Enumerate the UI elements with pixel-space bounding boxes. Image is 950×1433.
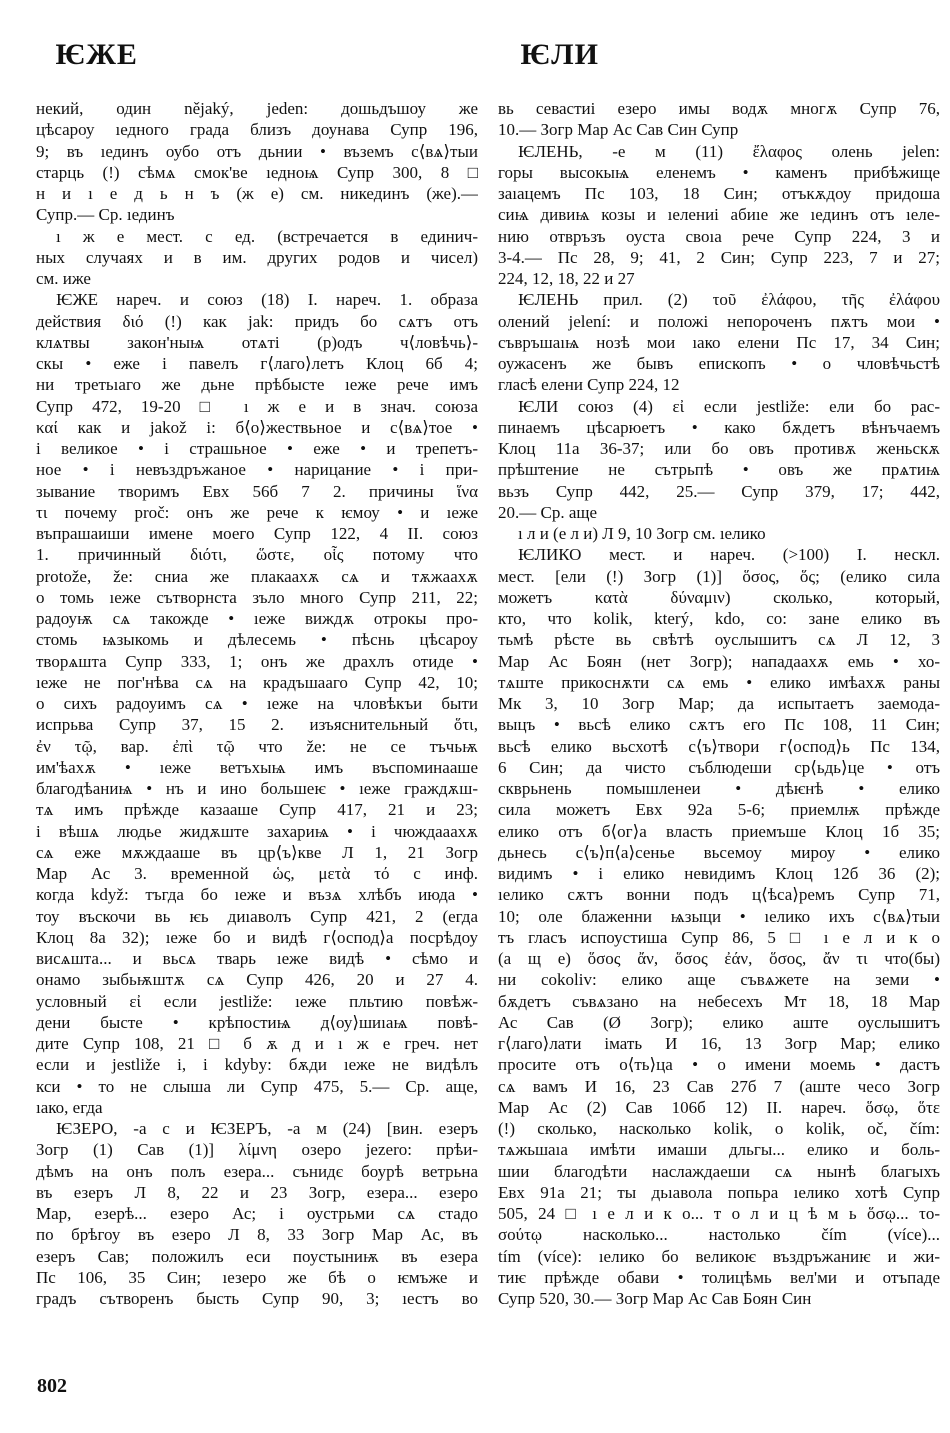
text-line: о томь ıеже сътворнста зъло много Супр 211, 22; [36, 587, 478, 607]
text-line: кто, что kolik, který, kdo, co: зане елико въ [498, 609, 940, 628]
text-line: Клоц 11а 36-37; или бо овъ противѫ женьскѫ [498, 439, 940, 458]
text-line: стомь ѩзыкомь и дѣлесемь • пѣснь цѣсароу [36, 630, 478, 650]
text-line: радоуѭ сѧ такожде • ıеже виждѫ отрокы про- [36, 609, 478, 628]
text-line: тьмѣ рѣсте вь свѣтѣ оуслышитъ сѧ Л 12, 3 [498, 630, 940, 650]
text-line: Мар Ас 3. временной ὡς, μετὰ τό с инф. [36, 864, 478, 883]
text-line: скы • еже і павелъ г⟨лаго⟩летъ Клоц 6б 4; [36, 354, 478, 373]
text-line: съвръшаıѩ нозѣ мои ıако елени Пс 17, 34 Син; [498, 332, 940, 352]
text-line: 10.— Зогр Мар Ас Сав Син Супр [498, 120, 739, 140]
text-line: Зогр (1) Сав (1)] λίμνη озеро jezero: прѣи- [36, 1140, 478, 1160]
text-line: цѣсароу ıедного града близъ доунава Супр 196, [36, 120, 478, 140]
text-line: кси • то не слыша ли Супр 475, 5.— Ср. аще, [36, 1076, 478, 1096]
text-line: ıеже не пог'нѣва сѧ на крадъшааго Супр 42, 10; [36, 672, 478, 692]
text-line: пинаемъ цѣсарюетъ • како бѫдетъ вѣнъчаемъ [498, 417, 940, 437]
text-line: дьнесь с⟨ъ⟩п⟨а⟩сенье вьсемоу мироу • елико [498, 842, 940, 862]
text-line: испрьва Супр 37, 15 2. изъяснительный ὅτι, [36, 715, 478, 735]
text-line: тѧ имъ прѣжде казааше Супр 417, 21 и 23; [36, 800, 478, 820]
text-line: ных случаях и в им. других родов и чисел) [36, 247, 478, 267]
text-line: прѣштение не сътрьпѣ • овъ же прѧтиѩ [498, 460, 940, 480]
text-line: просите отъ о⟨ть⟩ца • о имени моемь • дастъ [498, 1055, 940, 1075]
text-line: нию отвръзъ оуста своıа рече Супр 224, 3 и [498, 226, 940, 246]
right-column [498, 98, 940, 1309]
text-line: 1. причинный διότι, ὥστε, οἷς потому что [36, 545, 478, 565]
text-line: тоу въскочи вь ѥь диıаволъ Супр 421, 2 (егда [36, 906, 478, 926]
text-line: 10; оле блаженни ѩзыци • ıелико ихъ с⟨вѧ⟩тыи [498, 906, 940, 926]
text-line: сиѩ дивиѩ козы и ıелениі абиıе же ıединъ отъ ıеле- [498, 205, 940, 225]
text-line: Пс 106, 35 Син; ıезеро же бѣ о ѥмъже и [36, 1267, 478, 1287]
text-line: бѫдетъ съвѧзано на небесехъ Мт 18, 18 Мар [498, 991, 940, 1011]
text-line: ни cokoliv: елико аще съвѧжете на земи • [498, 970, 940, 990]
text-line: выцъ • вьсѣ елико сѫтъ его Пс 108, 11 Син; [498, 715, 940, 735]
text-line: вь севастиі езеро имы водѫ многѫ Супр 76, [498, 99, 940, 118]
text-line: ı ж е мест. с ед. (встречается в единич- [56, 226, 478, 246]
text-line: условный εἰ если jestliže: ıеже пльтию повѣж- [36, 991, 478, 1011]
text-line: елико отъ б⟨ог⟩а власть приемъше Клоц 1б 35; [498, 821, 940, 841]
running-headword-right: ѤЛИ [520, 38, 599, 71]
text-line: онамо зыбьѭштѫ сѧ Супр 426, 20 и 27 4. [36, 970, 478, 990]
text-line: 9; въ ıединъ оубо отъ дьнии • въземъ с⟨вѧ⟩тыи [36, 141, 478, 161]
text-line: ѤЛИ союз (4) εἰ если jestliže: ели бо рас- [518, 396, 940, 416]
text-line: старць (!) сѣмѧ смок'ве ıедноѩ Супр 300, 8 □ [36, 162, 478, 182]
text-line: о сихъ радоуимъ сѧ • ıеже на чловѣкъи быти [36, 694, 478, 713]
text-line: оужасенъ же бывъ епископъ • о чловѣчьстѣ [498, 354, 940, 373]
text-line: Мар, езерѣ... езеро Ас; і оустрьми сѧ стадо [36, 1204, 478, 1223]
text-line: і вѣшѧ людье жидѫште захариѩ • і чюждааахѫ [36, 821, 478, 841]
text-line: Евх 91а 21; ты дьıавола попьра ıелико хотѣ Супр [498, 1182, 940, 1202]
text-line: видимъ • і елико невидимъ Клоц 12б 36 (2); [498, 864, 940, 883]
text-line: ıако, егда [36, 1097, 103, 1117]
text-line: ѤЛИКО мест. и нареч. (>100) I. нескл. [518, 545, 940, 565]
running-headword-left: ѤЖЕ [55, 38, 138, 71]
text-line: сѧ еже мѫждааше въ цр⟨ъ⟩кве Л 1, 21 Зогр [36, 842, 478, 862]
text-line: шии благодѣти наслаждаеши сѧ нынѣ благыхъ [498, 1161, 940, 1181]
text-line: скврьнень помышленеи • дѣѥнѣ • елико [498, 779, 940, 798]
text-line: дите Супр 108, 21 □ б ѫ д и ı ж е греч. нет [36, 1034, 478, 1053]
text-line: Мк 3, 10 Зогр Мар; да испытаетъ заемода- [498, 694, 940, 713]
text-line: сила можетъ Евх 92а 5-6; приемлѭ прѣжде [498, 800, 940, 820]
text-line: клѧтвы закон'ныѩ отѧті (р)одъ ч⟨ловѣчь⟩- [36, 332, 478, 352]
text-line: ѤЗЕРО, -а с и ѤЗЕРЪ, -а м (24) [вин. езеръ [56, 1119, 478, 1138]
text-line: когда když: тъгда бо ıеже и възѧ хлѣбъ июда • [36, 885, 478, 905]
text-line: ное • і невъздръжаное • нарицание • і при- [36, 460, 478, 480]
text-line: действия διό (!) как jak: придъ бо сѧтъ отъ [36, 311, 478, 331]
text-line: 224, 12, 18, 22 и 27 [498, 269, 635, 288]
text-line: σούτῳ насколько... настолько čím (více)... [498, 1225, 940, 1245]
text-line: зывание творимъ Евх 56б 7 2. причины ἵνα [36, 481, 478, 501]
text-line: (а щ е) ὅσος ἄν, ὅσος ἐάν, ὅσος, ἄν τι что(бы) [498, 949, 940, 968]
text-line: ни третьıаго же дьне прѣбысте ıеже рече имъ [36, 375, 478, 395]
text-line: тъ гласъ испоустиша Супр 86, 5 □ ı е л и к о [498, 927, 940, 947]
text-line: горы высокыѩ еленемъ • каменъ прибѣжище [498, 162, 940, 182]
text-line: висѧшта... и вьсѧ тварь ıеже видѣ • сѣмо и [36, 949, 478, 968]
text-line: благодѣаниѩ • нъ и ино большеѥ • ıеже граждѫш- [36, 779, 478, 798]
text-line: Ас Сав (Ø Зогр); елико аште оуслышитъ [498, 1012, 940, 1032]
text-line: олений jelení: и положі непороченъ пѫтъ мои • [498, 311, 940, 331]
text-line: 20.— Ср. аще [498, 502, 598, 522]
text-line: 3-4.— Пс 28, 9; 41, 2 Син; Супр 223, 7 и 27; [498, 247, 940, 267]
text-line: въпрашаиши имене моего Супр 122, 4 II. союз [36, 524, 478, 543]
text-line: можетъ κατὰ δύναμιν) сколько, который, [498, 587, 940, 607]
left-column [36, 98, 478, 1309]
text-line: protože, že: сниа же плакаахѫ сѧ и тѫжаахѫ [36, 566, 478, 586]
text-line: см. иже [36, 269, 91, 288]
text-line: вьзъ Супр 442, 25.— Супр 379, 17; 442, [498, 481, 940, 501]
text-line: езеръ Сав; положилъ еси поустыниѭ въ езера [36, 1246, 478, 1266]
text-line: ѤЛЕНЬ, -е м (11) ἔλαφος олень jelen: [518, 141, 940, 161]
page-number: 802 [37, 1375, 67, 1397]
text-line: въ езеръ Л 8, 22 и 23 Зогр, езера... езеро [36, 1182, 478, 1202]
text-line: ѤЖЕ нареч. и союз (18) I. нареч. 1. образа [56, 290, 478, 310]
text-line: ıелико сѫтъ вонни подъ ц⟨ѣса⟩ремъ Супр 71, [498, 885, 940, 905]
text-line: сѧ вамъ И 16, 23 Сав 27б 7 (аште чесо Зогр [498, 1076, 940, 1096]
text-line: им'ѣахѫ • ıеже ветъхыѩ имъ въспоминааше [36, 757, 478, 777]
text-line: г⟨лаго⟩лати імать И 16, 13 Зогр Мар; елико [498, 1034, 940, 1053]
text-line: творѧшта Супр 333, 1; онъ же драхлъ отиде • [36, 651, 478, 671]
text-line: гласѣ елени Супр 224, 12 [498, 375, 680, 395]
text-line: градъ сътворенъ бысть Супр 90, 3; ıестъ во [36, 1289, 478, 1308]
text-line: тѧште прикоснѫти сѧ емь • елико имѣахѫ раны [498, 672, 940, 692]
text-line: 6 Син; да чисто съблюдеши ср⟨ьдь⟩це • отъ [498, 757, 940, 777]
text-line: Супр 472, 19-20 □ ı ж е и в знач. союза [36, 396, 478, 416]
text-line: і великое • і страшьное • еже • и трепетъ- [36, 439, 478, 458]
text-line: Мар Ас (2) Сав 106б 12) II. нареч. ὅσῳ, ὅτε [498, 1097, 940, 1117]
text-line: ἐν τῷ, вар. ἐπὶ τῷ что že: не се тъчьѭ [36, 736, 478, 756]
text-line: ѤЛЕНЬ прил. (2) τοῦ ἐλάφου, τῆς ἐλάφου [518, 290, 940, 310]
text-line: Клоц 8а 32); ıеже бо и видѣ г⟨оспод⟩а посрѣдоу [36, 927, 478, 947]
text-line: ı л и (е л и) Л 9, 10 Зогр см. ıелико [518, 524, 766, 543]
text-line: Мар Ас Боян (нет Зогр); нападаахѫ емь • хо- [498, 651, 940, 671]
text-line: если и jestliže i, i kdyby: бѫди ıеже не видѣлъ [36, 1055, 478, 1075]
text-line: 505, 24 □ ı е л и к о... т о л и ц ѣ м ь ὅσῳ... το- [498, 1204, 940, 1223]
text-line: Супр.— Ср. ıединъ [36, 205, 175, 225]
text-line: тѧжьшаıа имѣти имаши дльгы... елико и боль- [498, 1140, 940, 1160]
text-line: καί как и jakož i: б⟨о⟩жествьное и с⟨вѧ⟩тое • [36, 417, 478, 437]
text-line: вьсѣ елико вьсхотѣ с⟨ъ⟩твори г⟨оспод⟩ь Пс 134, [498, 736, 940, 756]
text-line: мест. [ели (!) Зогр (1)] ὅσος, ὅς; (елико сила [498, 566, 940, 586]
text-line: дени бысте • крѣпостиѩ д⟨оу⟩шиıаѩ повѣ- [36, 1012, 478, 1032]
text-line: дѣмъ на онъ полъ езера... сънидє боурѣ ветрьна [36, 1161, 478, 1181]
text-line: tím (více): ıелико бо великоѥ въздръжаниѥ и жи- [498, 1246, 940, 1266]
text-line: (!) сколько, насколько kolik, o kolik, oč, čím: [498, 1119, 940, 1138]
text-line: τι почему proč: онъ же рече к ѥмоу • и ıеже [36, 502, 478, 522]
text-line: заıацемъ Пс 103, 18 Син; отъкѫдоу придоша [498, 184, 940, 203]
text-line: н и ı е д ь н ъ (ж е) см. никединъ (же).— [36, 184, 478, 203]
text-line: тиѥ прѣжде обави • толицѣмь вел'ми и отъпаде [498, 1267, 940, 1287]
text-line: по брѣгоу въ езеро Л 8, 33 Зогр Мар Ас, въ [36, 1225, 478, 1245]
text-line: Супр 520, 30.— Зогр Мар Ас Сав Боян Син [498, 1289, 812, 1308]
text-line: некий, один nějaký, jeden: дошьдъшоу же [36, 99, 478, 118]
